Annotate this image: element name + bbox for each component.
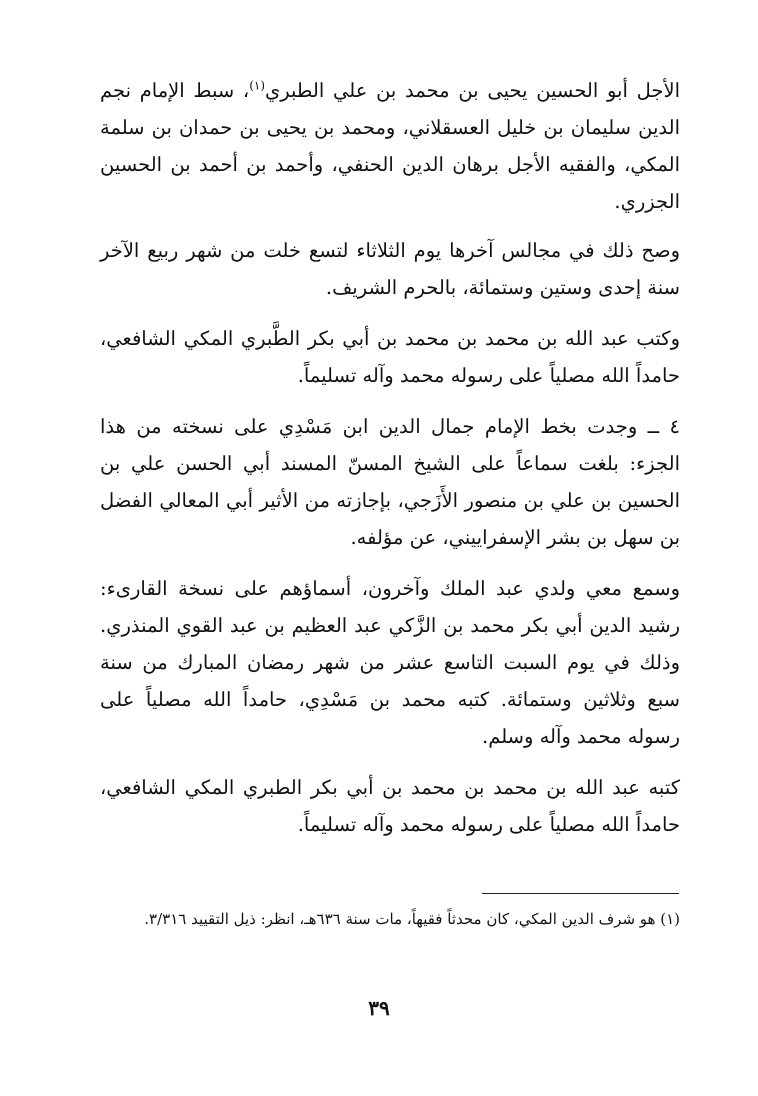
paragraph-5: وسمع معي ولدي عبد الملك وآخرون، أسماؤهم على نسخة القارىء: رشيد الدين أبي بكر محمد بن الزَّكي عبد العظيم بن عبد القوي المنذري. وذلك في يوم السبت التاسع عشر من شهر رمضان المبارك من سنة سبع وثلاثين وستمائة. كتبه محمد بن مَسْدِي، حامداً الله مصلياً على رسوله محمد وآله وسلم. — [100, 577, 680, 748]
paragraph-2: وصح ذلك في مجالس آخرها يوم الثلاثاء لتسع خلت من شهر ربيع الآخر سنة إحدى وستين وستمائة، بالحرم الشريف. — [100, 239, 680, 299]
footnote-reference[interactable]: (١) — [249, 78, 266, 93]
footnote: (١) هو شرف الدين المكي، كان محدثاً فقيهاً، مات سنة ٦٣٦هـ، انظر: ذيل التقييد ٣/٣١٦. — [144, 910, 680, 928]
paragraph-6: كتبه عبد الله بن محمد بن محمد بن أبي بكر الطبري المكي الشافعي، حامداً الله مصلياً على رسوله محمد وآله تسليماً. — [100, 776, 680, 836]
footnote-divider — [482, 893, 679, 894]
paragraph-4: ٤ ــ وجدت بخط الإمام جمال الدين ابن مَسْدِي على نسخته من هذا الجزء: بلغت سماعاً على الشيخ المسنّ المسند أبي الحسن علي بن الحسين بن علي بن منصور الأَزَجي، بإجازته من الأثير أبي المعالي الفضل بن سهل بن بشر الإسفراييني، عن مؤلفه. — [100, 415, 680, 549]
paragraph-1-text-continued: ، سبط الإمام نجم الدين سليمان بن خليل العسقلاني، ومحمد بن يحيى بن حمدان بن سلمة المكي، والفقيه الأجل برهان الدين الحنفي، وأحمد بن أحمد بن الحسين الجزري. — [100, 79, 680, 213]
page-number: ٣٩ — [368, 996, 390, 1020]
main-text — [100, 72, 680, 857]
paragraph-1-text: الأجل أبو الحسين يحيى بن محمد بن علي الطبري — [265, 79, 680, 102]
paragraph-1 — [100, 72, 680, 220]
paragraph-3: وكتب عبد الله بن محمد بن محمد بن أبي بكر الطَّبري المكي الشافعي، حامداً الله مصلياً على رسوله محمد وآله تسليماً. — [100, 327, 680, 387]
